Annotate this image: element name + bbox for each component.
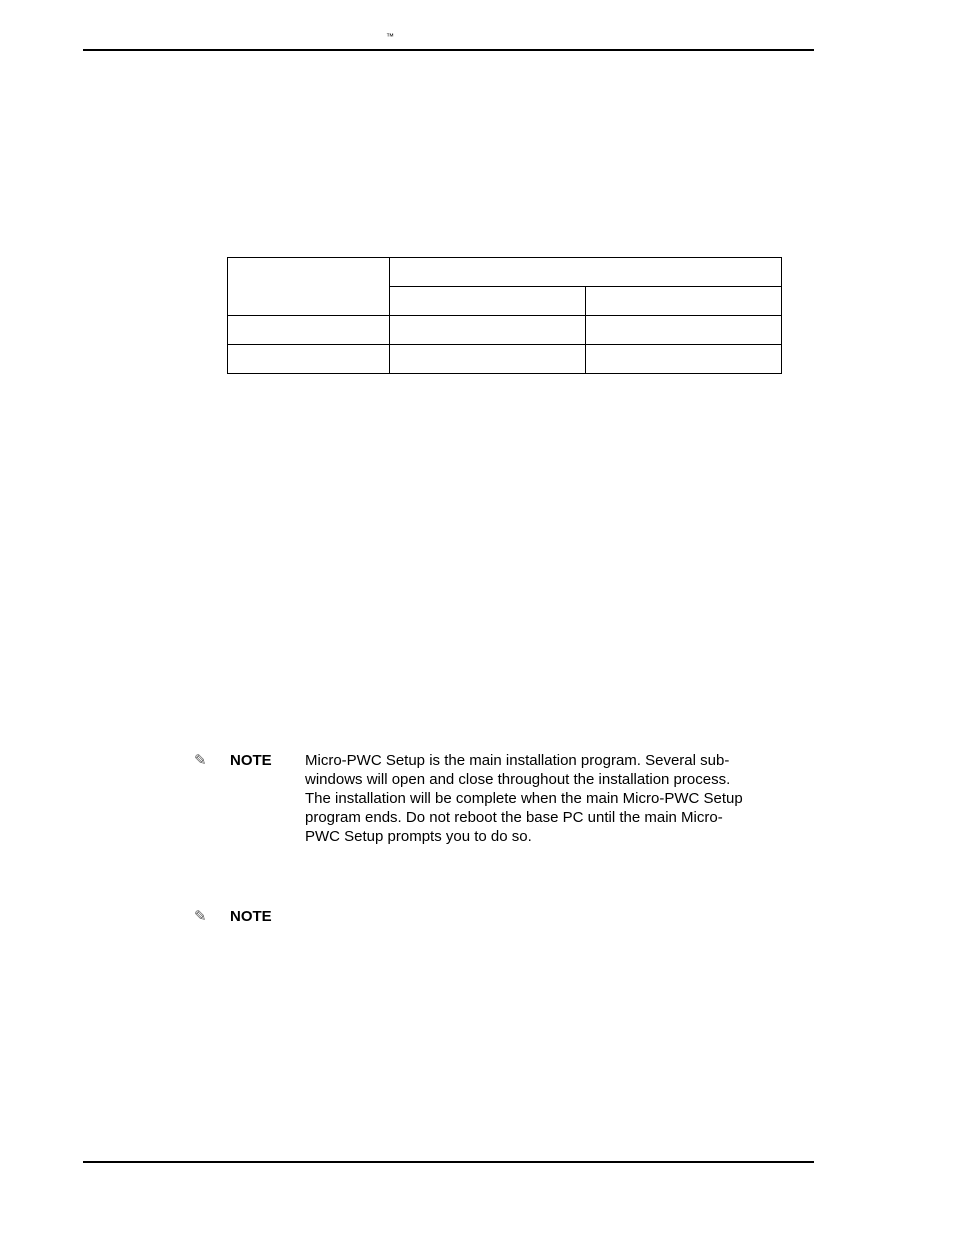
table-cell (586, 345, 782, 374)
table-cell (228, 345, 390, 374)
table-cell (390, 258, 782, 287)
pencil-icon: ✎ (194, 907, 207, 925)
note-line: The installation will be complete when the main Micro-PWC Setup (305, 790, 743, 807)
note-label: NOTE (230, 752, 272, 769)
note-line: PWC Setup prompts you to do so. (305, 828, 532, 845)
pencil-icon: ✎ (194, 751, 207, 769)
table-row (228, 258, 782, 287)
table-cell (228, 316, 390, 345)
header-rule (83, 49, 814, 51)
table-cell (390, 345, 586, 374)
page-header (0, 0, 954, 60)
table-cell (390, 287, 586, 316)
note-label: NOTE (230, 908, 272, 925)
table-cell (586, 287, 782, 316)
note-line: windows will open and close throughout the installation process. (305, 771, 731, 788)
note-text (305, 751, 775, 846)
footer-rule (83, 1161, 814, 1163)
spec-table (227, 257, 782, 374)
table-row (228, 316, 782, 345)
trademark-symbol: ™ (386, 32, 395, 41)
table-cell (228, 258, 390, 316)
table-cell (586, 316, 782, 345)
table-row (228, 345, 782, 374)
note-line: program ends. Do not reboot the base PC until the main Micro- (305, 809, 723, 826)
table-cell (390, 316, 586, 345)
note-line: Micro-PWC Setup is the main installation program. Several sub- (305, 752, 730, 769)
